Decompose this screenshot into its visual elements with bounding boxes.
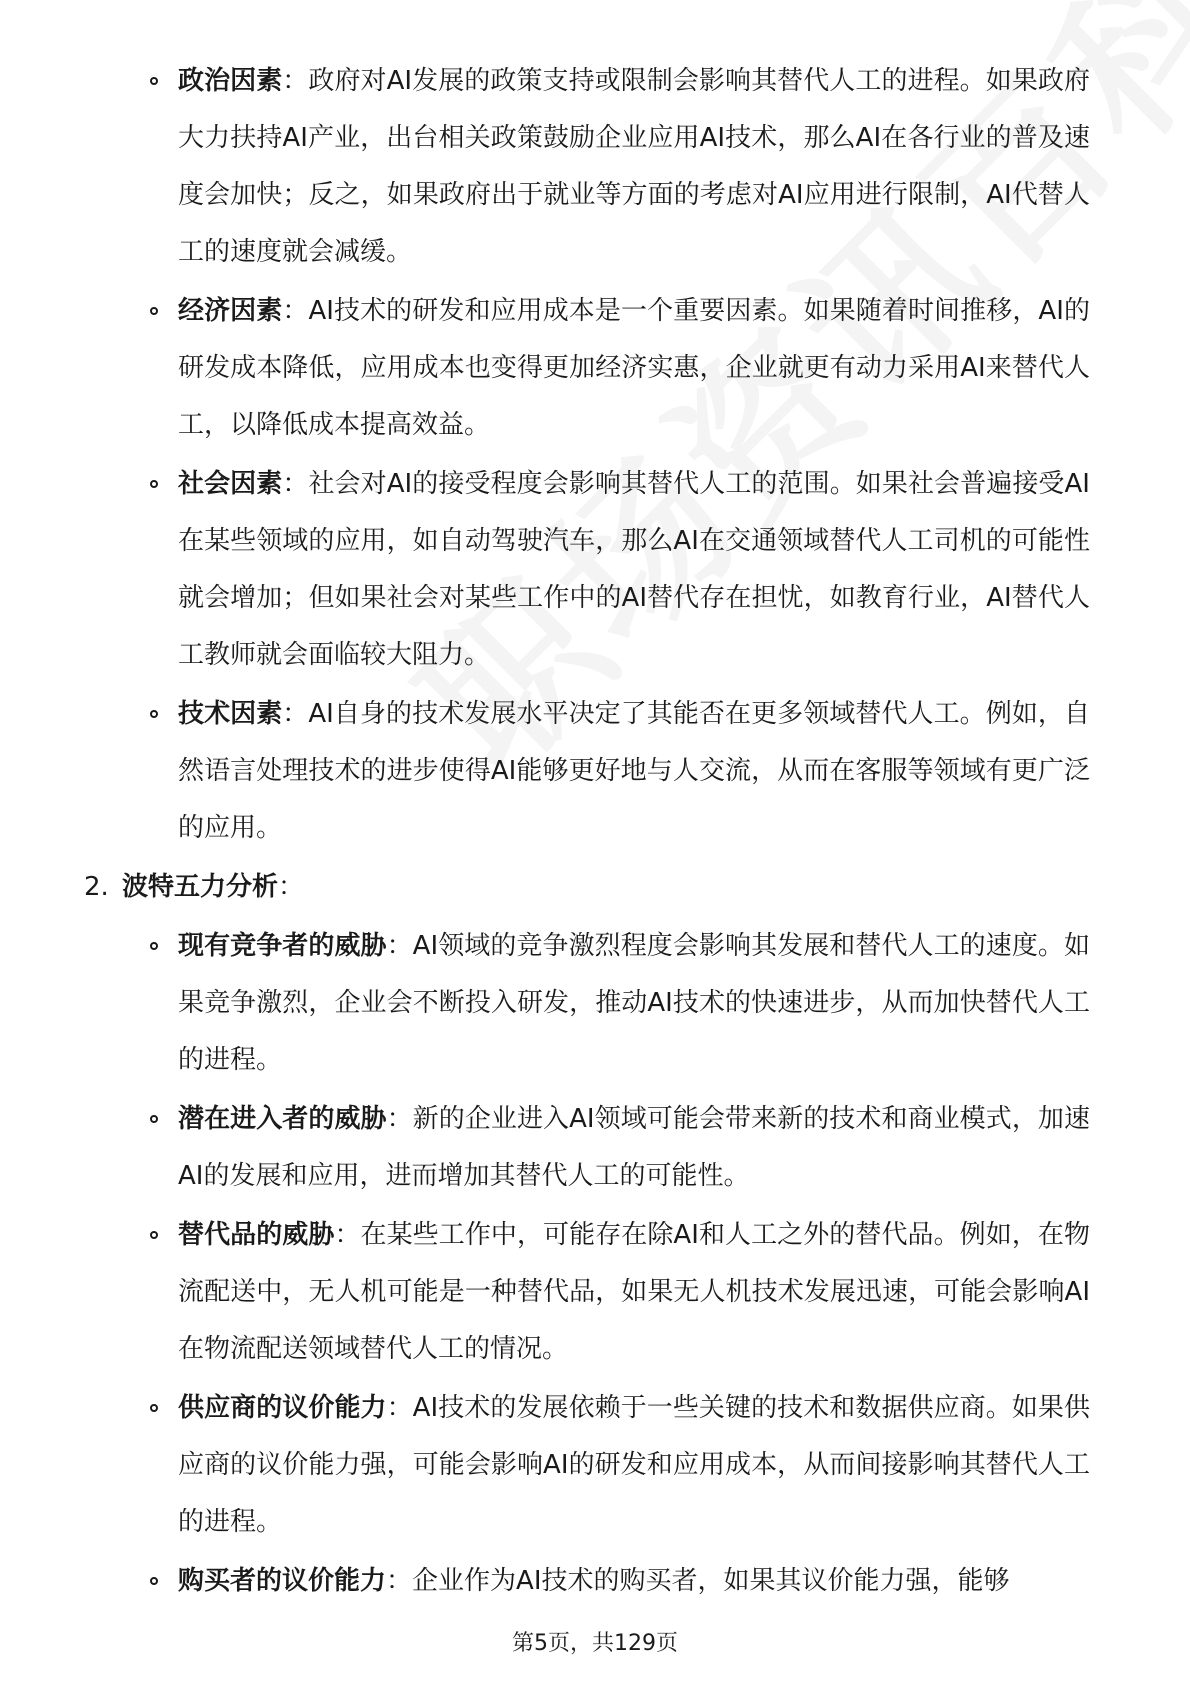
section-heading	[0, 859, 1190, 916]
item-term: 社会因素	[178, 469, 283, 499]
factor-list-five-forces	[0, 918, 1190, 1610]
item-term: 替代品的威胁	[178, 1220, 335, 1250]
list-item-competitors	[0, 918, 1190, 1089]
item-text: AI技术的发展依赖于一些关键的技术和数据供应商。如果供应商的议价能力强，可能会影响AI的研发和应用成本，从而间接影响其替代人工的进程。	[178, 1393, 1090, 1537]
item-text: 新的企业进入AI领域可能会带来新的技术和商业模式，加速AI的发展和应用，进而增加其替代人工的可能性。	[178, 1104, 1090, 1191]
hollow-bullet-icon	[150, 1404, 158, 1412]
hollow-bullet-icon	[150, 1577, 158, 1585]
list-item-suppliers	[0, 1380, 1190, 1551]
item-text: 在某些工作中，可能存在除AI和人工之外的替代品。例如，在物流配送中，无人机可能是一种替代品，如果无人机技术发展迅速，可能会影响AI在物流配送领域替代人工的情况。	[178, 1220, 1090, 1364]
hollow-bullet-icon	[150, 942, 158, 950]
item-term: 购买者的议价能力	[178, 1566, 387, 1596]
page-footer: 第5页，共129页	[512, 1631, 678, 1656]
list-item-social	[0, 456, 1190, 684]
item-text: 社会对AI的接受程度会影响其替代人工的范围。如果社会普遍接受AI在某些领域的应用，如自动驾驶汽车，那么AI在交通领域替代人工司机的可能性就会增加；但如果社会对某些工作中的AI替代存在担忧，如教育行业，AI替代人工教师就会面临较大阻力。	[178, 469, 1090, 670]
item-text: 企业作为AI技术的购买者，如果其议价能力强，能够	[412, 1566, 1010, 1596]
item-colon: ：	[386, 931, 413, 961]
item-colon: ：	[386, 1104, 413, 1134]
item-colon: ：	[282, 66, 309, 96]
item-colon: ：	[282, 699, 309, 729]
page-content	[0, 53, 1190, 1612]
item-term: 政治因素	[178, 66, 283, 96]
item-text: 政府对AI发展的政策支持或限制会影响其替代人工的进程。如果政府大力扶持AI产业，出台相关政策鼓励企业应用AI技术，那么AI在各行业的普及速度会加快；反之，如果政府出于就业等方面的考虑对AI应用进行限制，AI代替人工的速度就会减缓。	[178, 66, 1090, 267]
list-item-new-entrants	[0, 1091, 1190, 1205]
list-item-technology	[0, 686, 1190, 857]
hollow-bullet-icon	[150, 480, 158, 488]
hollow-bullet-icon	[150, 710, 158, 718]
item-text: AI自身的技术发展水平决定了其能否在更多领域替代人工。例如，自然语言处理技术的进步使得AI能够更好地与人交流，从而在客服等领域有更广泛的应用。	[178, 699, 1090, 843]
item-term: 现有竞争者的威胁	[178, 931, 387, 961]
item-term: 供应商的议价能力	[178, 1393, 387, 1423]
list-item-buyers	[0, 1553, 1190, 1610]
item-colon: ：	[386, 1393, 413, 1423]
item-text: AI技术的研发和应用成本是一个重要因素。如果随着时间推移，AI的研发成本降低，应用成本也变得更加经济实惠，企业就更有动力采用AI来替代人工，以降低成本提高效益。	[178, 296, 1090, 440]
section-title: 波特五力分析	[122, 872, 279, 902]
item-term: 技术因素	[178, 699, 283, 729]
item-colon: ：	[334, 1220, 361, 1250]
section-number: 2.	[84, 872, 109, 902]
list-item-political	[0, 53, 1190, 281]
item-colon: ：	[282, 296, 309, 326]
list-item-economic	[0, 283, 1190, 454]
item-term: 经济因素	[178, 296, 283, 326]
item-text: AI领域的竞争激烈程度会影响其发展和替代人工的速度。如果竞争激烈，企业会不断投入研发，推动AI技术的快速进步，从而加快替代人工的进程。	[178, 931, 1090, 1075]
factor-list-pest	[0, 53, 1190, 857]
item-term: 潜在进入者的威胁	[178, 1104, 387, 1134]
item-colon: ：	[386, 1566, 413, 1596]
hollow-bullet-icon	[150, 1231, 158, 1239]
hollow-bullet-icon	[150, 307, 158, 315]
hollow-bullet-icon	[150, 77, 158, 85]
section-colon: ：	[278, 872, 305, 902]
hollow-bullet-icon	[150, 1115, 158, 1123]
list-item-substitutes	[0, 1207, 1190, 1378]
item-colon: ：	[282, 469, 309, 499]
